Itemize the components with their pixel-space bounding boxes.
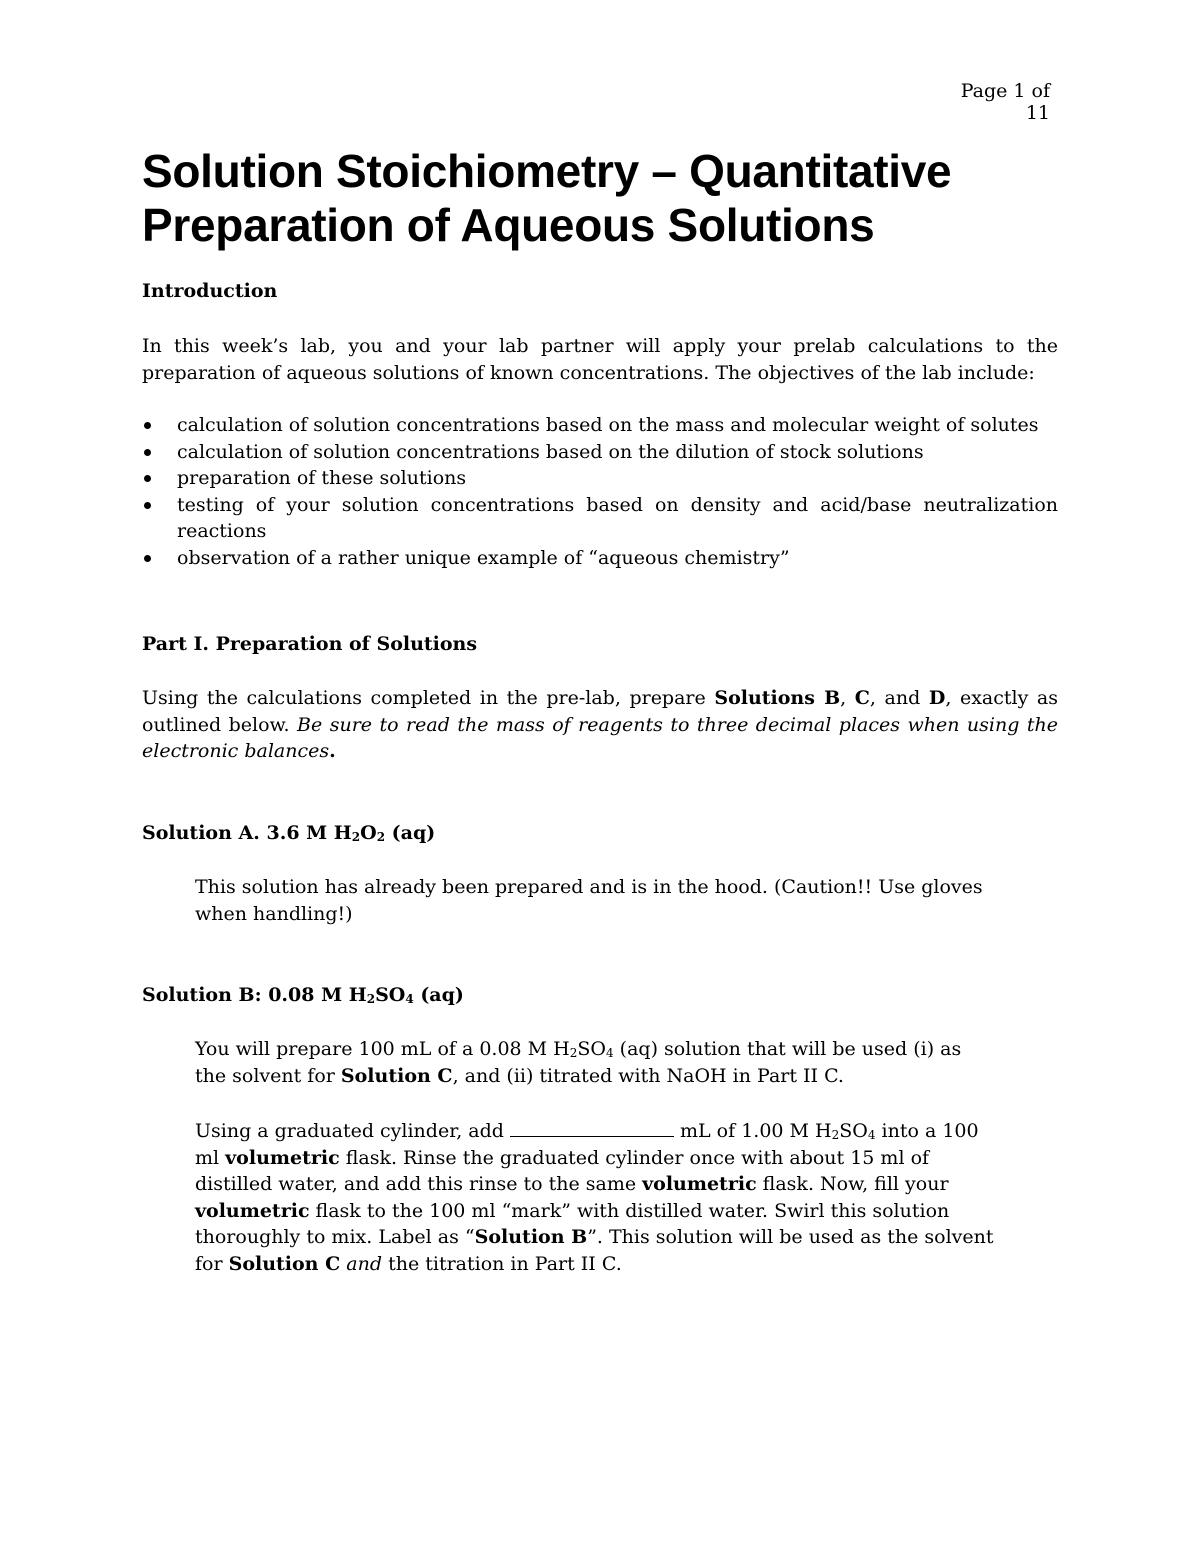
list-item: testing of your solution concentrations based on density and acid/base neutralization reactions [142, 492, 1058, 545]
objectives-list [142, 412, 1058, 571]
list-item: preparation of these solutions [142, 465, 1058, 492]
title-line-1: Solution Stoichiometry – Quantitative [142, 145, 952, 197]
bullet-icon [144, 475, 151, 482]
solution-b-paragraph-2: Using a graduated cylinder, add mL of 1.00 M $H_2SO_4$ into a 100 ml volumetric flask. Rinse the graduated cylinder once with about 15 ml of distilled water, and add this rinse to the same volumetric flask. Now, fill your volumetric flask to the 100 ml “mark” with distilled water. Swirl this solution thoroughly to mix. Label as “Solution B”. This solution will be used as the solvent for Solution C and the titration in Part II C. [195, 1120, 994, 1275]
solution-a-heading: Solution A. 3.6 M $H_2O_2$ (aq) [142, 822, 436, 844]
introduction-paragraph: In this week’s lab, you and your lab partner will apply your prelab calculations to the preparation of aqueous solutions of known concentrations. The objectives of the lab include: [142, 335, 1058, 384]
introduction-heading: Introduction [142, 280, 278, 302]
solution-a-text: This solution has already been prepared and is in the hood. (Caution!! Use gloves when handling!) [195, 876, 983, 925]
bullet-icon [144, 422, 151, 429]
title-line-2: Preparation of Aqueous Solutions [142, 199, 875, 251]
bullet-icon [144, 449, 151, 456]
list-item: observation of a rather unique example of “aqueous chemistry” [142, 545, 1058, 572]
bullet-icon [144, 502, 151, 509]
list-item: calculation of solution concentrations based on the mass and molecular weight of solutes [142, 412, 1058, 439]
solution-b-heading: Solution B: 0.08 M $H_2SO_4$ (aq) [142, 984, 464, 1006]
page-number: Page 1 of 11 [960, 80, 1050, 124]
part1-heading: Part I. Preparation of Solutions [142, 633, 478, 655]
document-title [142, 144, 1102, 252]
blank-answer-line [510, 1118, 674, 1137]
bullet-icon [144, 555, 151, 562]
solution-b-paragraph-1: You will prepare 100 mL of a 0.08 M $H_2SO_4$ (aq) solution that will be used (i) as the solvent for Solution C, and (ii) titrated with NaOH in Part II C. [195, 1038, 962, 1087]
part1-paragraph: Using the calculations completed in the pre-lab, prepare Solutions B, C, and D, exactly as outlined below. Be sure to read the mass of reagents to three decimal places when using the electronic balances. [142, 687, 1058, 762]
list-item: calculation of solution concentrations based on the dilution of stock solutions [142, 439, 1058, 466]
